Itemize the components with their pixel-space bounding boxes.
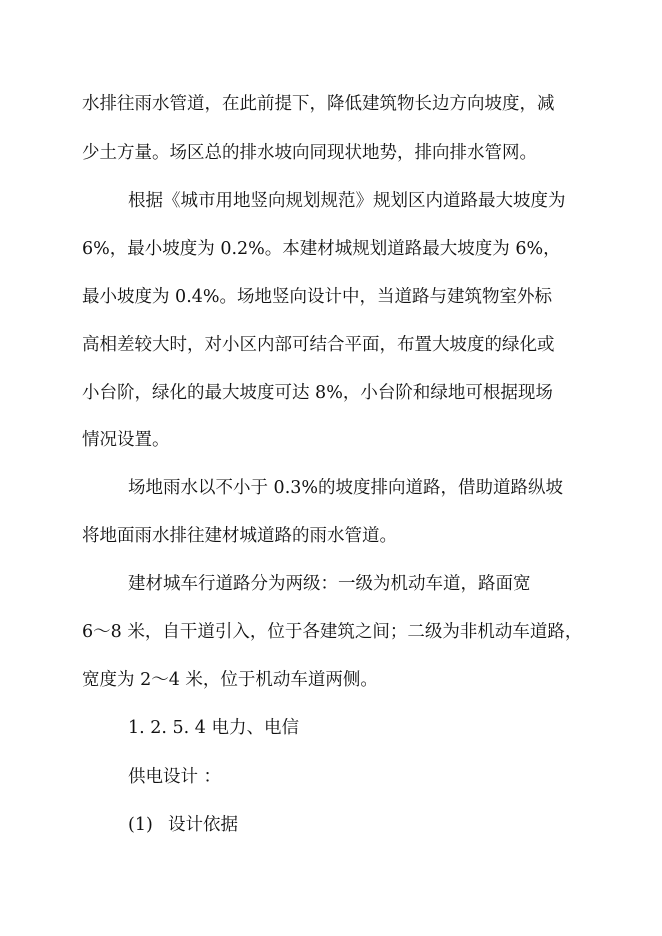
paragraph-line: 6～8 米，自干道引入，位于各建筑之间；二级为非机动车道路， xyxy=(82,622,583,642)
item-number: (1) xyxy=(128,815,153,835)
paragraph-line: 6%，最小坡度为 0.2%。本建材城规划道路最大坡度为 6%， xyxy=(82,239,561,259)
paragraph-line: 最小坡度为 0.4%。场地竖向设计中，当道路与建筑物室外标 xyxy=(82,287,553,307)
paragraph-line: 根据《城市用地竖向规划规范》规划区内道路最大坡度为 xyxy=(128,191,566,211)
paragraph-line: 将地面雨水排往建材城道路的雨水管道。 xyxy=(82,526,397,546)
paragraph-line: 小台阶，绿化的最大坡度可达 8%，小台阶和绿地可根据现场 xyxy=(82,383,553,403)
subheading: 供电设计 ： xyxy=(128,767,222,787)
paragraph-line: 高相差较大时，对小区内部可结合平面，布置大坡度的绿化或 xyxy=(82,335,555,355)
paragraph-line: 水排往雨水管道，在此前提下，降低建筑物长边方向坡度，减 xyxy=(82,94,555,114)
numbered-item xyxy=(128,813,238,837)
paragraph-line: 少土方量。场区总的排水坡向同现状地势，排向排水管网。 xyxy=(82,143,537,163)
item-text: 设计依据 xyxy=(168,815,238,835)
paragraph-line: 场地雨水以不小于 0.3%的坡度排向道路，借助道路纵坡 xyxy=(128,478,564,498)
paragraph-line: 宽度为 2～4 米，位于机动车道两侧。 xyxy=(82,670,378,690)
paragraph-line: 情况设置。 xyxy=(82,430,170,450)
section-heading: 1. 2. 5. 4 电力、电信 xyxy=(128,718,299,738)
paragraph-line: 建材城车行道路分为两级：一级为机动车道，路面宽 xyxy=(128,574,531,594)
